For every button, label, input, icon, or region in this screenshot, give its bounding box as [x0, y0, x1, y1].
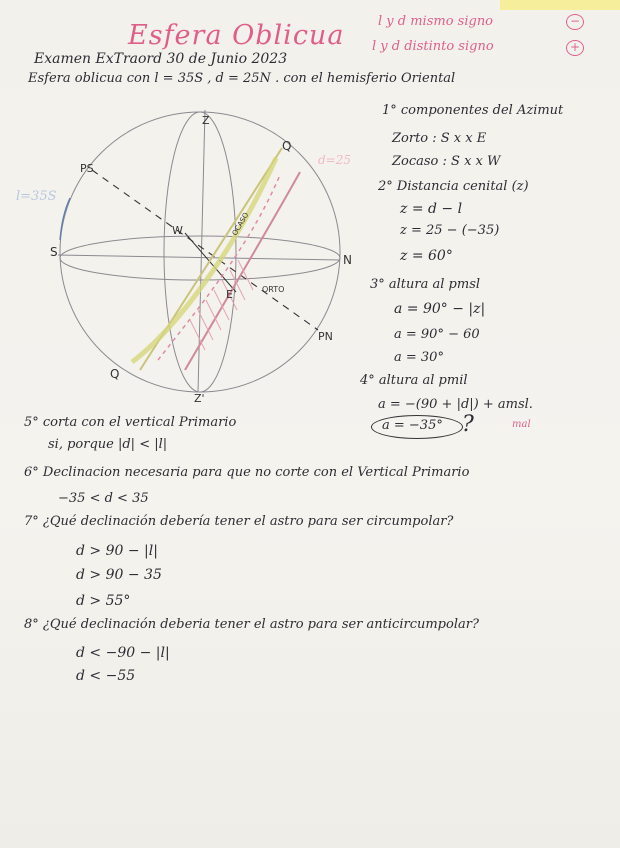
step7-line3: d > 55°	[76, 593, 131, 609]
label-latitude: l=35S	[16, 189, 57, 204]
z-substitution: z = 25 − (−35)	[400, 223, 500, 238]
step7-title: 7° ¿Qué declinación debería tener el astro para ser circumpolar?	[24, 514, 454, 529]
polar-axis	[92, 170, 318, 330]
minus-circle-icon: −	[566, 14, 584, 30]
label-declination: d=25	[318, 153, 352, 167]
z-formula: z = d − l	[400, 201, 463, 217]
daily-parallel-lower	[158, 175, 280, 360]
east-west-line	[185, 233, 236, 292]
label-zenith: Z	[202, 114, 210, 127]
step2-title: 2° Distancia cenital (z)	[378, 179, 529, 194]
plus-circle-icon: +	[566, 40, 584, 56]
sign-note-different: l y d distinto signo	[372, 39, 494, 54]
label-ocaso: OCASO	[230, 211, 251, 237]
label-north: N	[343, 253, 352, 267]
zocaso-value: Zocaso : S x x W	[392, 154, 501, 169]
a2-formula: a = −(90 + |d|) + amsl.	[378, 397, 533, 412]
step7-line1: d > 90 − |l|	[76, 543, 158, 559]
page-title: Esfera Oblicua	[128, 20, 345, 51]
label-q-lower: Q	[110, 367, 120, 381]
equator-highlight	[132, 158, 276, 362]
step5-title: 5° corta con el vertical Primario	[24, 415, 237, 430]
step1-title: 1° componentes del Azimut	[382, 103, 564, 118]
step6-title: 6° Declinacion necesaria para que no corte con el Vertical Primario	[24, 466, 470, 479]
label-south: S	[50, 245, 58, 259]
exam-line: Examen ExTraord 30 de Junio 2023	[34, 51, 288, 67]
a-substitution: a = 90° − 60	[394, 327, 480, 342]
a-result: a = 30°	[394, 350, 444, 365]
label-south-pole: PS	[80, 162, 94, 175]
z-result: z = 60°	[400, 248, 453, 264]
sphere-outline	[60, 112, 340, 392]
step5-reason: si, porque |d| < |l|	[48, 437, 168, 452]
step8-line1: d < −90 − |l|	[76, 645, 170, 661]
a-formula: a = 90° − |z|	[394, 301, 486, 317]
side-note: mal	[512, 419, 531, 430]
step8-title: 8° ¿Qué declinación deberia tener el astro para ser anticircumpolar?	[24, 617, 479, 632]
a2-result: a = −35°	[382, 418, 443, 433]
south-north-line	[58, 255, 340, 260]
step8-line2: d < −55	[76, 668, 136, 684]
label-east: E	[226, 288, 233, 301]
zorto-value: Zorto : S x x E	[392, 131, 487, 146]
step6-range: −35 < d < 35	[58, 491, 149, 506]
label-north-pole: PN	[318, 330, 333, 343]
sign-note-same: l y d mismo signo	[378, 14, 494, 29]
step7-line2: d > 90 − 35	[76, 567, 162, 583]
zenith-nadir-axis	[198, 110, 205, 392]
label-nadir: Z'	[194, 392, 205, 405]
step3-title: 3° altura al pmsl	[370, 277, 481, 292]
question-mark: ?	[462, 412, 474, 437]
label-orto: ORTO	[262, 285, 285, 294]
problem-statement: Esfera oblicua con l = 35S , d = 25N . con el hemisferio Oriental	[28, 71, 456, 86]
label-q-upper: Q	[282, 139, 292, 153]
step4-title: 4° altura al pmil	[360, 373, 468, 388]
label-west: W	[172, 224, 183, 237]
